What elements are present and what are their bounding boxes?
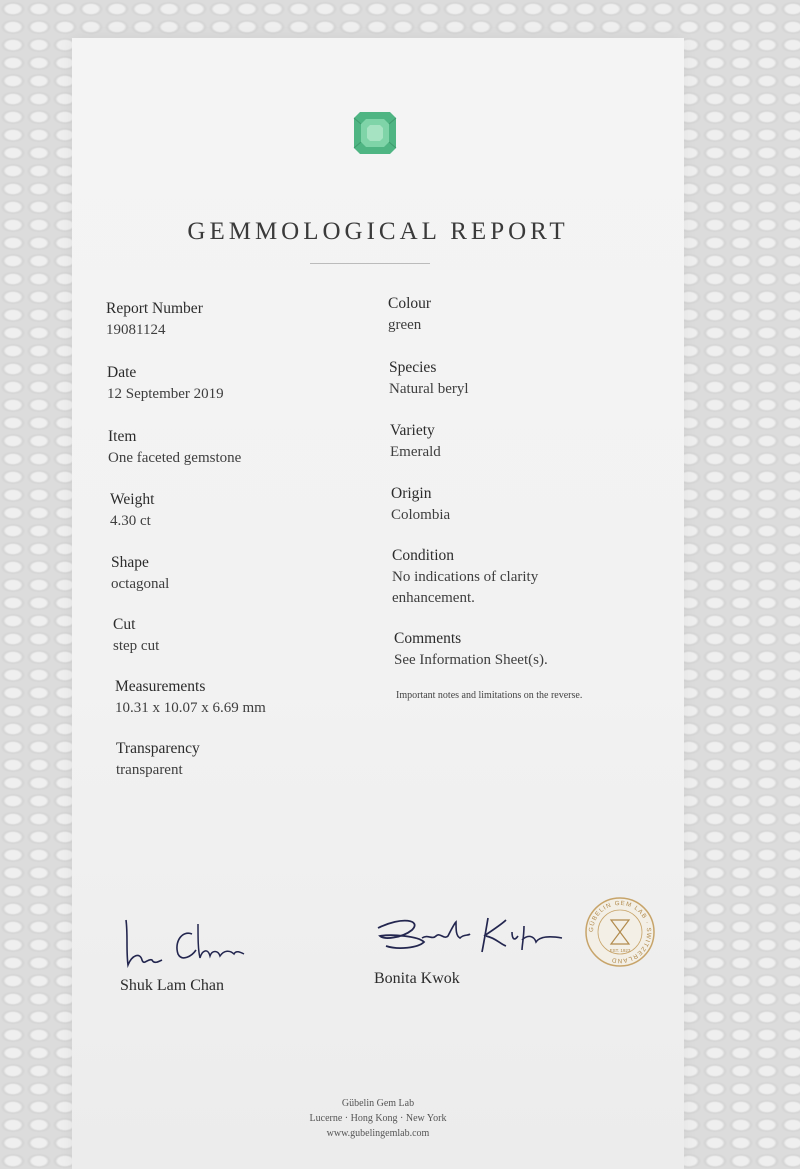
field-value: 4.30 ct (110, 513, 151, 529)
field-label: Origin (391, 485, 432, 502)
field-measurements (115, 677, 266, 719)
field-label: Date (107, 364, 137, 381)
lab-cities: Lucerne · Hong Kong · New York (309, 1113, 447, 1124)
field-value: 19081124 (106, 322, 166, 338)
svg-text:GÜBELIN GEM LAB · SWITZERLAND: GÜBELIN GEM LAB · SWITZERLAND (587, 899, 653, 965)
field-label: Shape (111, 554, 149, 571)
field-label: Measurements (115, 678, 206, 695)
signatory-right-name: Bonita Kwok (374, 970, 460, 987)
reverse-note: Important notes and limitations on the reverse. (396, 690, 583, 701)
field-label: Condition (392, 547, 455, 564)
field-label: Cut (113, 616, 136, 633)
field-cut (113, 615, 159, 657)
emerald-gem-image (352, 110, 398, 156)
signature-bonita-kwok (372, 906, 572, 966)
signature-shuk-lam-chan (118, 910, 248, 980)
field-label: Weight (110, 491, 155, 508)
field-value: step cut (113, 638, 160, 654)
field-value: 12 September 2019 (107, 386, 224, 402)
field-report-number (106, 299, 203, 341)
field-value: Emerald (390, 444, 441, 460)
field-value: No indications of clarity enhancement. (392, 569, 539, 606)
field-value: octagonal (111, 576, 170, 592)
field-variety (390, 421, 441, 463)
field-value: One faceted gemstone (108, 450, 242, 466)
field-label: Report Number (106, 300, 203, 317)
svg-text:EST. 1923: EST. 1923 (609, 948, 631, 953)
field-origin (391, 484, 450, 526)
field-value: green (388, 317, 422, 333)
signatory-left-name: Shuk Lam Chan (120, 977, 224, 994)
report-sheet (72, 38, 684, 1169)
field-shape (111, 553, 169, 595)
field-label: Colour (388, 295, 432, 312)
field-value: transparent (116, 762, 183, 778)
lab-footer (72, 1096, 684, 1141)
field-label: Comments (394, 630, 462, 647)
field-item (108, 427, 241, 469)
field-species (389, 358, 469, 400)
field-label: Variety (390, 422, 435, 439)
field-value: Natural beryl (389, 381, 469, 397)
field-value: Colombia (391, 507, 451, 523)
field-comments (394, 629, 548, 671)
report-title: GEMMOLOGICAL REPORT (187, 218, 569, 245)
title-divider (310, 263, 430, 264)
field-weight (110, 490, 154, 532)
field-value: 10.31 x 10.07 x 6.69 mm (115, 700, 266, 716)
field-value: See Information Sheet(s). (394, 652, 548, 668)
lab-name: Gübelin Gem Lab (341, 1098, 415, 1109)
field-date (107, 363, 224, 405)
gubelin-seal (584, 896, 656, 968)
lab-website: www.gubelingemlab.com (326, 1128, 430, 1139)
field-colour (388, 294, 431, 336)
field-transparency (116, 739, 200, 781)
field-label: Species (389, 359, 437, 376)
field-label: Item (108, 428, 137, 445)
field-label: Transparency (116, 740, 200, 757)
field-condition (392, 546, 582, 609)
